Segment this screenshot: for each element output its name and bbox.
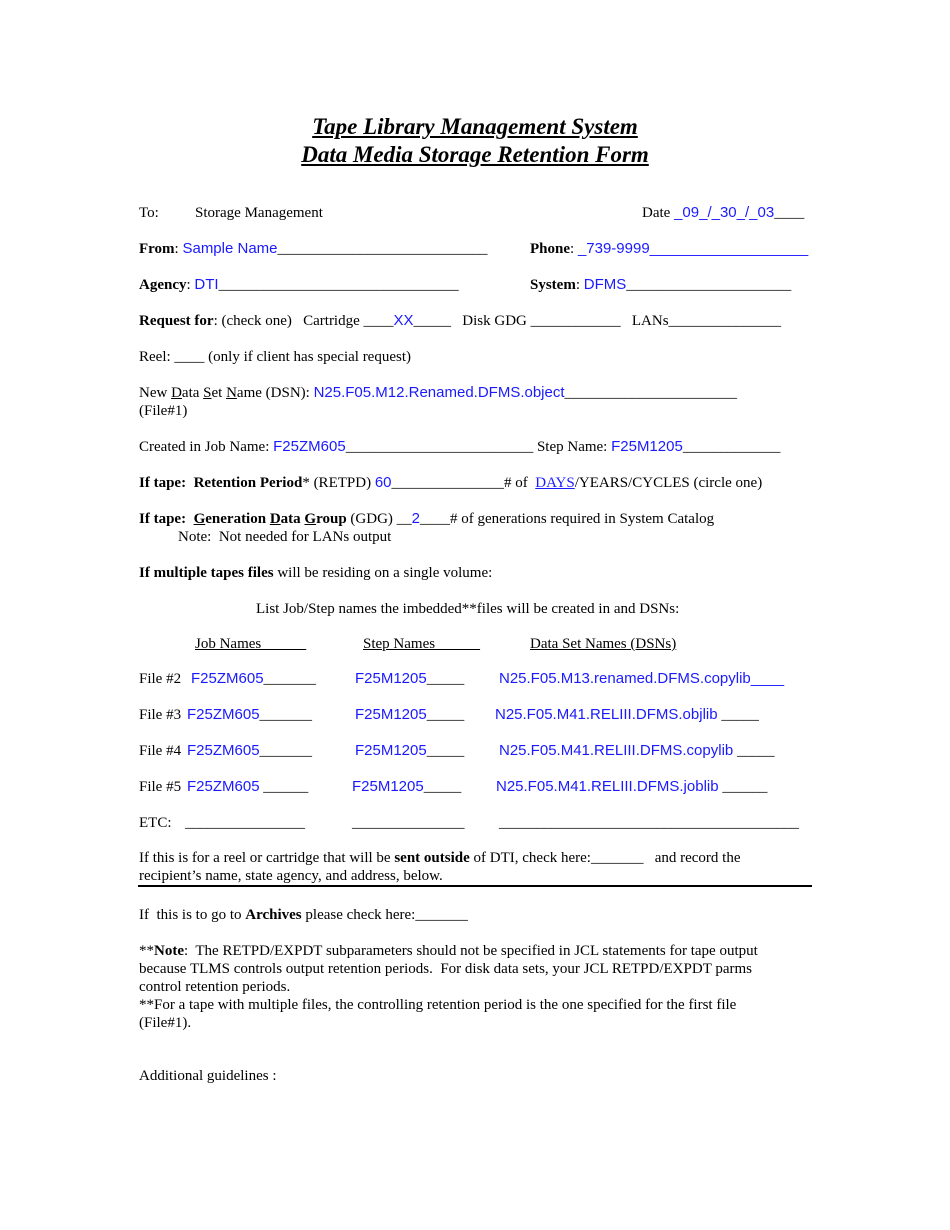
- phone-sep: :: [570, 241, 578, 257]
- outside-text: of DTI, check here:_______ and record the: [469, 850, 741, 866]
- form-title-line1: Tape Library Management System: [312, 114, 638, 139]
- agency-line: ________________________________: [218, 277, 459, 293]
- date-field: [642, 204, 804, 222]
- form-title-line2: Data Media Storage Retention Form: [301, 142, 649, 167]
- dsn-d: D: [171, 385, 182, 401]
- file-row-job: [187, 742, 312, 760]
- step-value: F25M1205: [355, 742, 427, 759]
- dsn-value: N25.F05.M13.renamed.DFMS.copylib: [499, 670, 751, 687]
- dsn-s: S: [203, 385, 212, 401]
- note-text: : The RETPD/EXPDT subparameters should not be specified in JCL statements for tape output: [184, 943, 758, 959]
- job-line: _______: [263, 671, 317, 687]
- system-sep: :: [575, 277, 584, 293]
- note-bold: Note: [154, 943, 184, 959]
- note-line-5: (File#1).: [139, 1015, 192, 1031]
- dsn-value: N25.F05.M41.RELIII.DFMS.copylib: [499, 742, 734, 759]
- job-value: F25ZM605: [187, 778, 260, 795]
- phone-field: [530, 240, 808, 258]
- phone-line: ___________________: [649, 240, 809, 257]
- archives-text: please check here:_______: [301, 907, 468, 923]
- agency-label: Agency: [139, 277, 187, 293]
- step-value: F25M1205: [352, 778, 424, 795]
- gdg-value: 2: [411, 510, 421, 527]
- etc-step-line: _______________: [352, 815, 465, 831]
- multi-row: [139, 564, 492, 582]
- note-line-1: [139, 942, 758, 960]
- phone-label: Phone: [530, 241, 571, 257]
- archives-row: [139, 906, 468, 924]
- file-row-dsn: [499, 742, 775, 760]
- to-label: To:: [139, 205, 159, 221]
- from-sep: :: [174, 241, 183, 257]
- note-stars: **: [139, 943, 154, 959]
- system-field: [530, 276, 791, 294]
- from-field: [139, 240, 488, 258]
- etc-label: ETC:: [139, 815, 172, 831]
- file-row-job: [187, 706, 312, 724]
- header-dsn: Data Set Names (DSNs): [530, 636, 677, 652]
- step-value: F25M1205: [355, 706, 427, 723]
- etc-job-line: ________________: [185, 815, 305, 831]
- dsn-line: ____: [750, 670, 785, 687]
- step-line: _____: [423, 779, 462, 795]
- from-label: From: [139, 241, 175, 257]
- from-value: Sample Name: [182, 240, 278, 257]
- multi-bold: If multiple tapes files: [139, 565, 274, 581]
- gdg-text: eneration: [205, 511, 270, 527]
- file-row-label: File #4: [139, 743, 185, 759]
- job-line: _________________________: [345, 439, 534, 455]
- system-value: DFMS: [583, 276, 627, 293]
- job-line: ______: [259, 779, 309, 795]
- job-row: [139, 438, 780, 456]
- file-row-dsn: [495, 706, 759, 724]
- agency-sep: :: [186, 277, 195, 293]
- dsn-line: _____: [717, 707, 759, 723]
- archives-text: If this is to go to: [139, 907, 246, 923]
- retention-value: 60: [374, 474, 392, 491]
- system-line: ______________________: [626, 277, 792, 293]
- gdg-row: [139, 510, 714, 528]
- date-line: ____: [774, 205, 805, 221]
- gdg-g2: G: [304, 511, 317, 527]
- gdg-text: ata: [280, 511, 305, 527]
- step-value: F25M1205: [611, 438, 683, 455]
- step-line: _____: [426, 743, 465, 759]
- file-row-label: File #5: [139, 779, 185, 795]
- step-value: F25M1205: [355, 670, 427, 687]
- multi-rest: will be residing on a single volume:: [273, 565, 493, 581]
- file-row-step: [355, 742, 464, 760]
- phone-value: _739-9999: [577, 240, 650, 257]
- system-label: System: [530, 277, 576, 293]
- dsn-line: _______________________: [564, 385, 738, 401]
- dsn-text: et: [211, 385, 227, 401]
- step-line: _____________: [682, 439, 781, 455]
- date-value: _09_/_30_/_03: [674, 204, 775, 221]
- file-row-dsn: [499, 670, 784, 688]
- request-row: [139, 312, 781, 330]
- from-line: ____________________________: [277, 241, 488, 257]
- dsn-text: ame (DSN):: [236, 385, 314, 401]
- header-job-names: Job Names: [195, 636, 307, 652]
- step-line: _____: [426, 671, 465, 687]
- dsn-file1: (File#1): [139, 403, 188, 419]
- file-row-job: [191, 670, 316, 688]
- gdg-d: D: [269, 511, 281, 527]
- file-row-step: [355, 670, 464, 688]
- gdg-label: (GDG) __: [346, 511, 412, 527]
- header-step-names: Step Names: [363, 636, 481, 652]
- retention-days-selected: DAYS: [535, 475, 575, 491]
- archives-bold: Archives: [245, 907, 302, 923]
- job-line: _______: [259, 707, 313, 723]
- job-line: _______: [259, 743, 313, 759]
- dsn-n: N: [226, 385, 237, 401]
- step-label: Step Name:: [533, 439, 612, 455]
- note-line-3: control retention periods.: [139, 979, 291, 995]
- request-label: Request for: [139, 313, 214, 329]
- gdg-g: G: [193, 511, 206, 527]
- to-value: Storage Management: [195, 205, 323, 221]
- reel-row: Reel: ____ (only if client has special request): [139, 349, 411, 365]
- outside-row: [139, 849, 741, 867]
- job-value: F25ZM605: [273, 438, 346, 455]
- file-row-dsn: [496, 778, 767, 796]
- gdg-text: roup: [316, 511, 347, 527]
- note-line-4: **For a tape with multiple files, the controlling retention period is the one specified for the first file: [139, 997, 737, 1013]
- gdg-note: Note: Not needed for LANs output: [178, 529, 392, 545]
- dsn-value: N25.F05.M41.RELIII.DFMS.objlib: [495, 706, 718, 723]
- job-label: Created in Job Name:: [139, 439, 274, 455]
- gdg-tail: ____# of generations required in System Catalog: [420, 511, 715, 527]
- dsn-line: ______: [718, 779, 768, 795]
- cartridge-value: XX: [393, 312, 414, 329]
- note-line-2: because TLMS controls output retention periods. For disk data sets, your JCL RETPD/EXPDT parms: [139, 961, 752, 977]
- agency-value: DTI: [194, 276, 219, 293]
- request-options: : (check one) Cartridge ____: [213, 313, 394, 329]
- job-value: F25ZM605: [187, 706, 260, 723]
- file-row-label: File #3: [139, 707, 185, 723]
- dsn-row: [139, 384, 737, 402]
- step-line: _____: [426, 707, 465, 723]
- job-value: F25ZM605: [191, 670, 264, 687]
- gdg-iftape: If tape:: [139, 511, 194, 527]
- file-row-label: File #2: [139, 671, 189, 687]
- file-row-job: [187, 778, 308, 796]
- file-row-step: [352, 778, 461, 796]
- date-label: Date: [642, 205, 675, 221]
- dsn-value: N25.F05.M12.Renamed.DFMS.object: [313, 384, 565, 401]
- retention-row: [139, 474, 762, 492]
- dsn-value: N25.F05.M41.RELIII.DFMS.joblib: [496, 778, 719, 795]
- outside-text: If this is for a reel or cartridge that will be: [139, 850, 395, 866]
- job-value: F25ZM605: [187, 742, 260, 759]
- outside-row-2: recipient’s name, state agency, and address, below.: [139, 868, 443, 884]
- list-instructions: List Job/Step names the imbedded**files will be created in and DSNs:: [256, 601, 680, 617]
- retention-text: * (RETPD): [302, 475, 375, 491]
- dsn-line: _____: [733, 743, 775, 759]
- file-row-step: [355, 706, 464, 724]
- outside-bold: sent outside: [394, 850, 470, 866]
- retention-line: _______________# of: [391, 475, 536, 491]
- retention-label: If tape: Retention Period: [139, 475, 303, 491]
- etc-dsn-line: ________________________________________: [499, 815, 799, 831]
- request-options-tail: _____ Disk GDG ____________ LANs_______________: [413, 313, 782, 329]
- dsn-text: ata: [181, 385, 204, 401]
- dsn-text: New: [139, 385, 172, 401]
- retention-units: /YEARS/CYCLES (circle one): [574, 475, 763, 491]
- agency-field: [139, 276, 459, 294]
- additional-guidelines: Additional guidelines :: [139, 1068, 277, 1084]
- divider-line: [138, 885, 812, 887]
